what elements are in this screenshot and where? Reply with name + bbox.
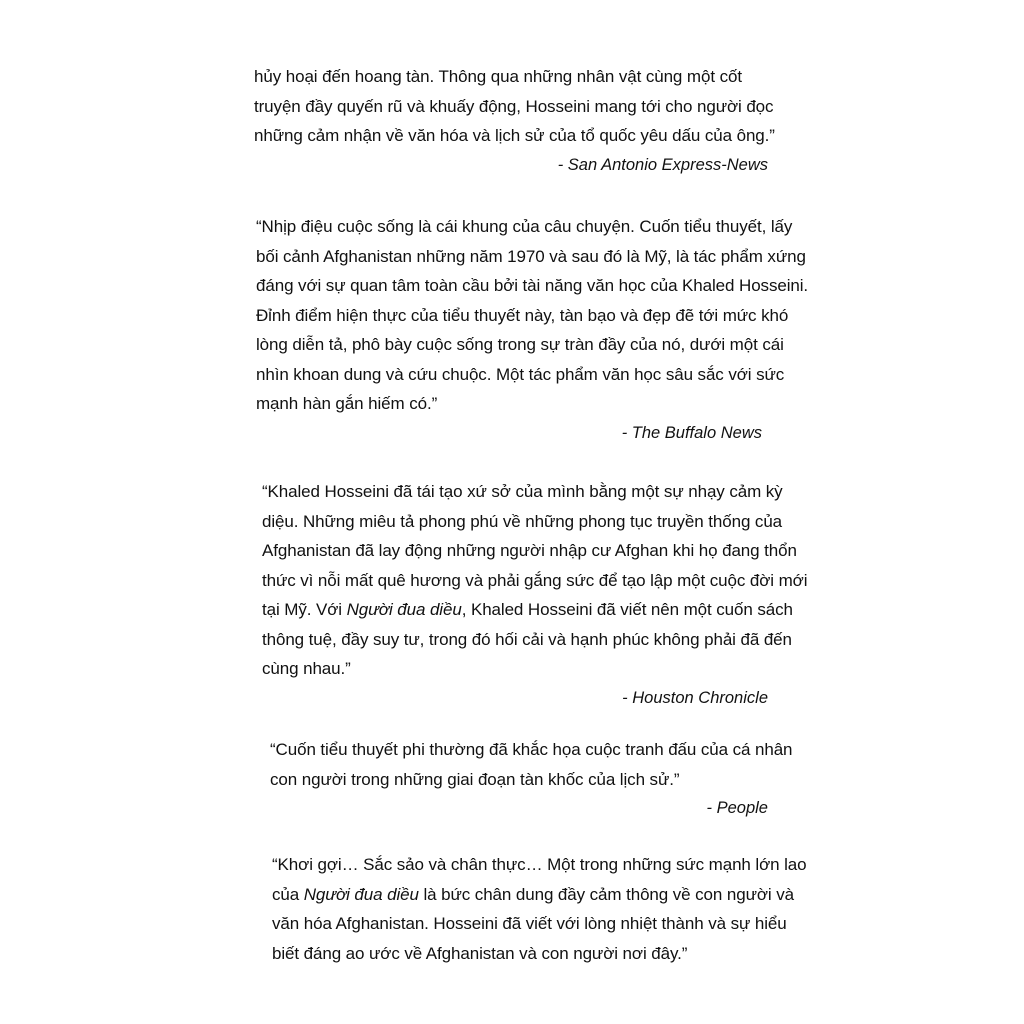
- quote-source: - Houston Chronicle: [622, 688, 768, 707]
- quote-line: “Nhịp điệu cuộc sống là cái khung của câu chuyện. Cuốn tiểu thuyết, lấy: [256, 217, 793, 236]
- quote-text: của: [272, 884, 304, 904]
- quote-line: diệu. Những miêu tả phong phú về những phong tục truyền thống của: [262, 511, 783, 531]
- quote-source: - San Antonio Express-News: [557, 155, 768, 174]
- quote-source: - The Buffalo News: [621, 423, 762, 442]
- quote-line: [272, 880, 792, 910]
- review-quote-people: [270, 735, 793, 824]
- quote-line: bối cảnh Afghanistan những năm 1970 và sau đó là Mỹ, là tác phẩm xứng: [256, 246, 806, 266]
- quote-source: - People: [706, 799, 768, 817]
- quote-text: là bức chân dung đầy cảm thông về con người và: [418, 884, 794, 904]
- quote-line: thức vì nỗi mất quê hương và phải gắng sức để tạo lập một cuộc đời mới: [262, 570, 808, 590]
- quote-line: những cảm nhận về văn hóa và lịch sử của tổ quốc yêu dấu của ông.”: [254, 126, 775, 145]
- quote-line: “Khơi gợi… Sắc sảo và chân thực… Một trong những sức mạnh lớn lao: [272, 855, 807, 874]
- book-title: Người đua diều: [346, 600, 462, 619]
- quote-line: văn hóa Afghanistan. Hosseini đã viết với lòng nhiệt thành và sự hiểu: [272, 914, 787, 933]
- quote-text: , Khaled Hosseini đã viết nên một cuốn sách: [461, 600, 793, 619]
- review-quote-san-antonio: [254, 62, 774, 180]
- quote-line: truyện đầy quyến rũ và khuấy động, Hosseini mang tới cho người đọc: [254, 96, 774, 116]
- review-quote-buffalo-news: [256, 212, 809, 448]
- quote-line: [262, 595, 793, 625]
- quote-line: đáng với sự quan tâm toàn cầu bởi tài năng văn học của Khaled Hosseini.: [256, 276, 809, 295]
- quote-line: “Khaled Hosseini đã tái tạo xứ sở của mình bằng một sự nhạy cảm kỳ: [262, 482, 783, 501]
- review-quote-houston-chronicle: [262, 477, 808, 713]
- quote-line: cùng nhau.”: [262, 659, 351, 678]
- quote-text: tại Mỹ. Với: [262, 600, 347, 619]
- quote-line: biết đáng ao ước về Afghanistan và con người nơi đây.”: [272, 943, 688, 963]
- review-quote-closing: [272, 850, 807, 968]
- quote-line: mạnh hàn gắn hiếm có.”: [256, 394, 438, 413]
- quote-line: lòng diễn tả, phô bày cuộc sống trong sự tràn đầy của nó, dưới một cái: [256, 335, 784, 354]
- book-title: Người đua diều: [303, 884, 419, 904]
- quote-line: hủy hoại đến hoang tàn. Thông qua những nhân vật cùng một cốt: [254, 67, 742, 86]
- quote-line: con người trong những giai đoạn tàn khốc của lịch sử.”: [270, 769, 680, 789]
- quote-line: nhìn khoan dung và cứu chuộc. Một tác phẩm văn học sâu sắc với sức: [256, 364, 785, 384]
- quote-line: Afghanistan đã lay động những người nhập cư Afghan khi họ đang thổn: [262, 541, 797, 560]
- quote-line: “Cuốn tiểu thuyết phi thường đã khắc họa cuộc tranh đấu của cá nhân: [270, 740, 793, 759]
- quote-line: Đỉnh điểm hiện thực của tiểu thuyết này, tàn bạo và đẹp đẽ tới mức khó: [256, 305, 789, 325]
- quote-line: thông tuệ, đầy suy tư, trong đó hối cải và hạnh phúc không phải đã đến: [262, 629, 792, 649]
